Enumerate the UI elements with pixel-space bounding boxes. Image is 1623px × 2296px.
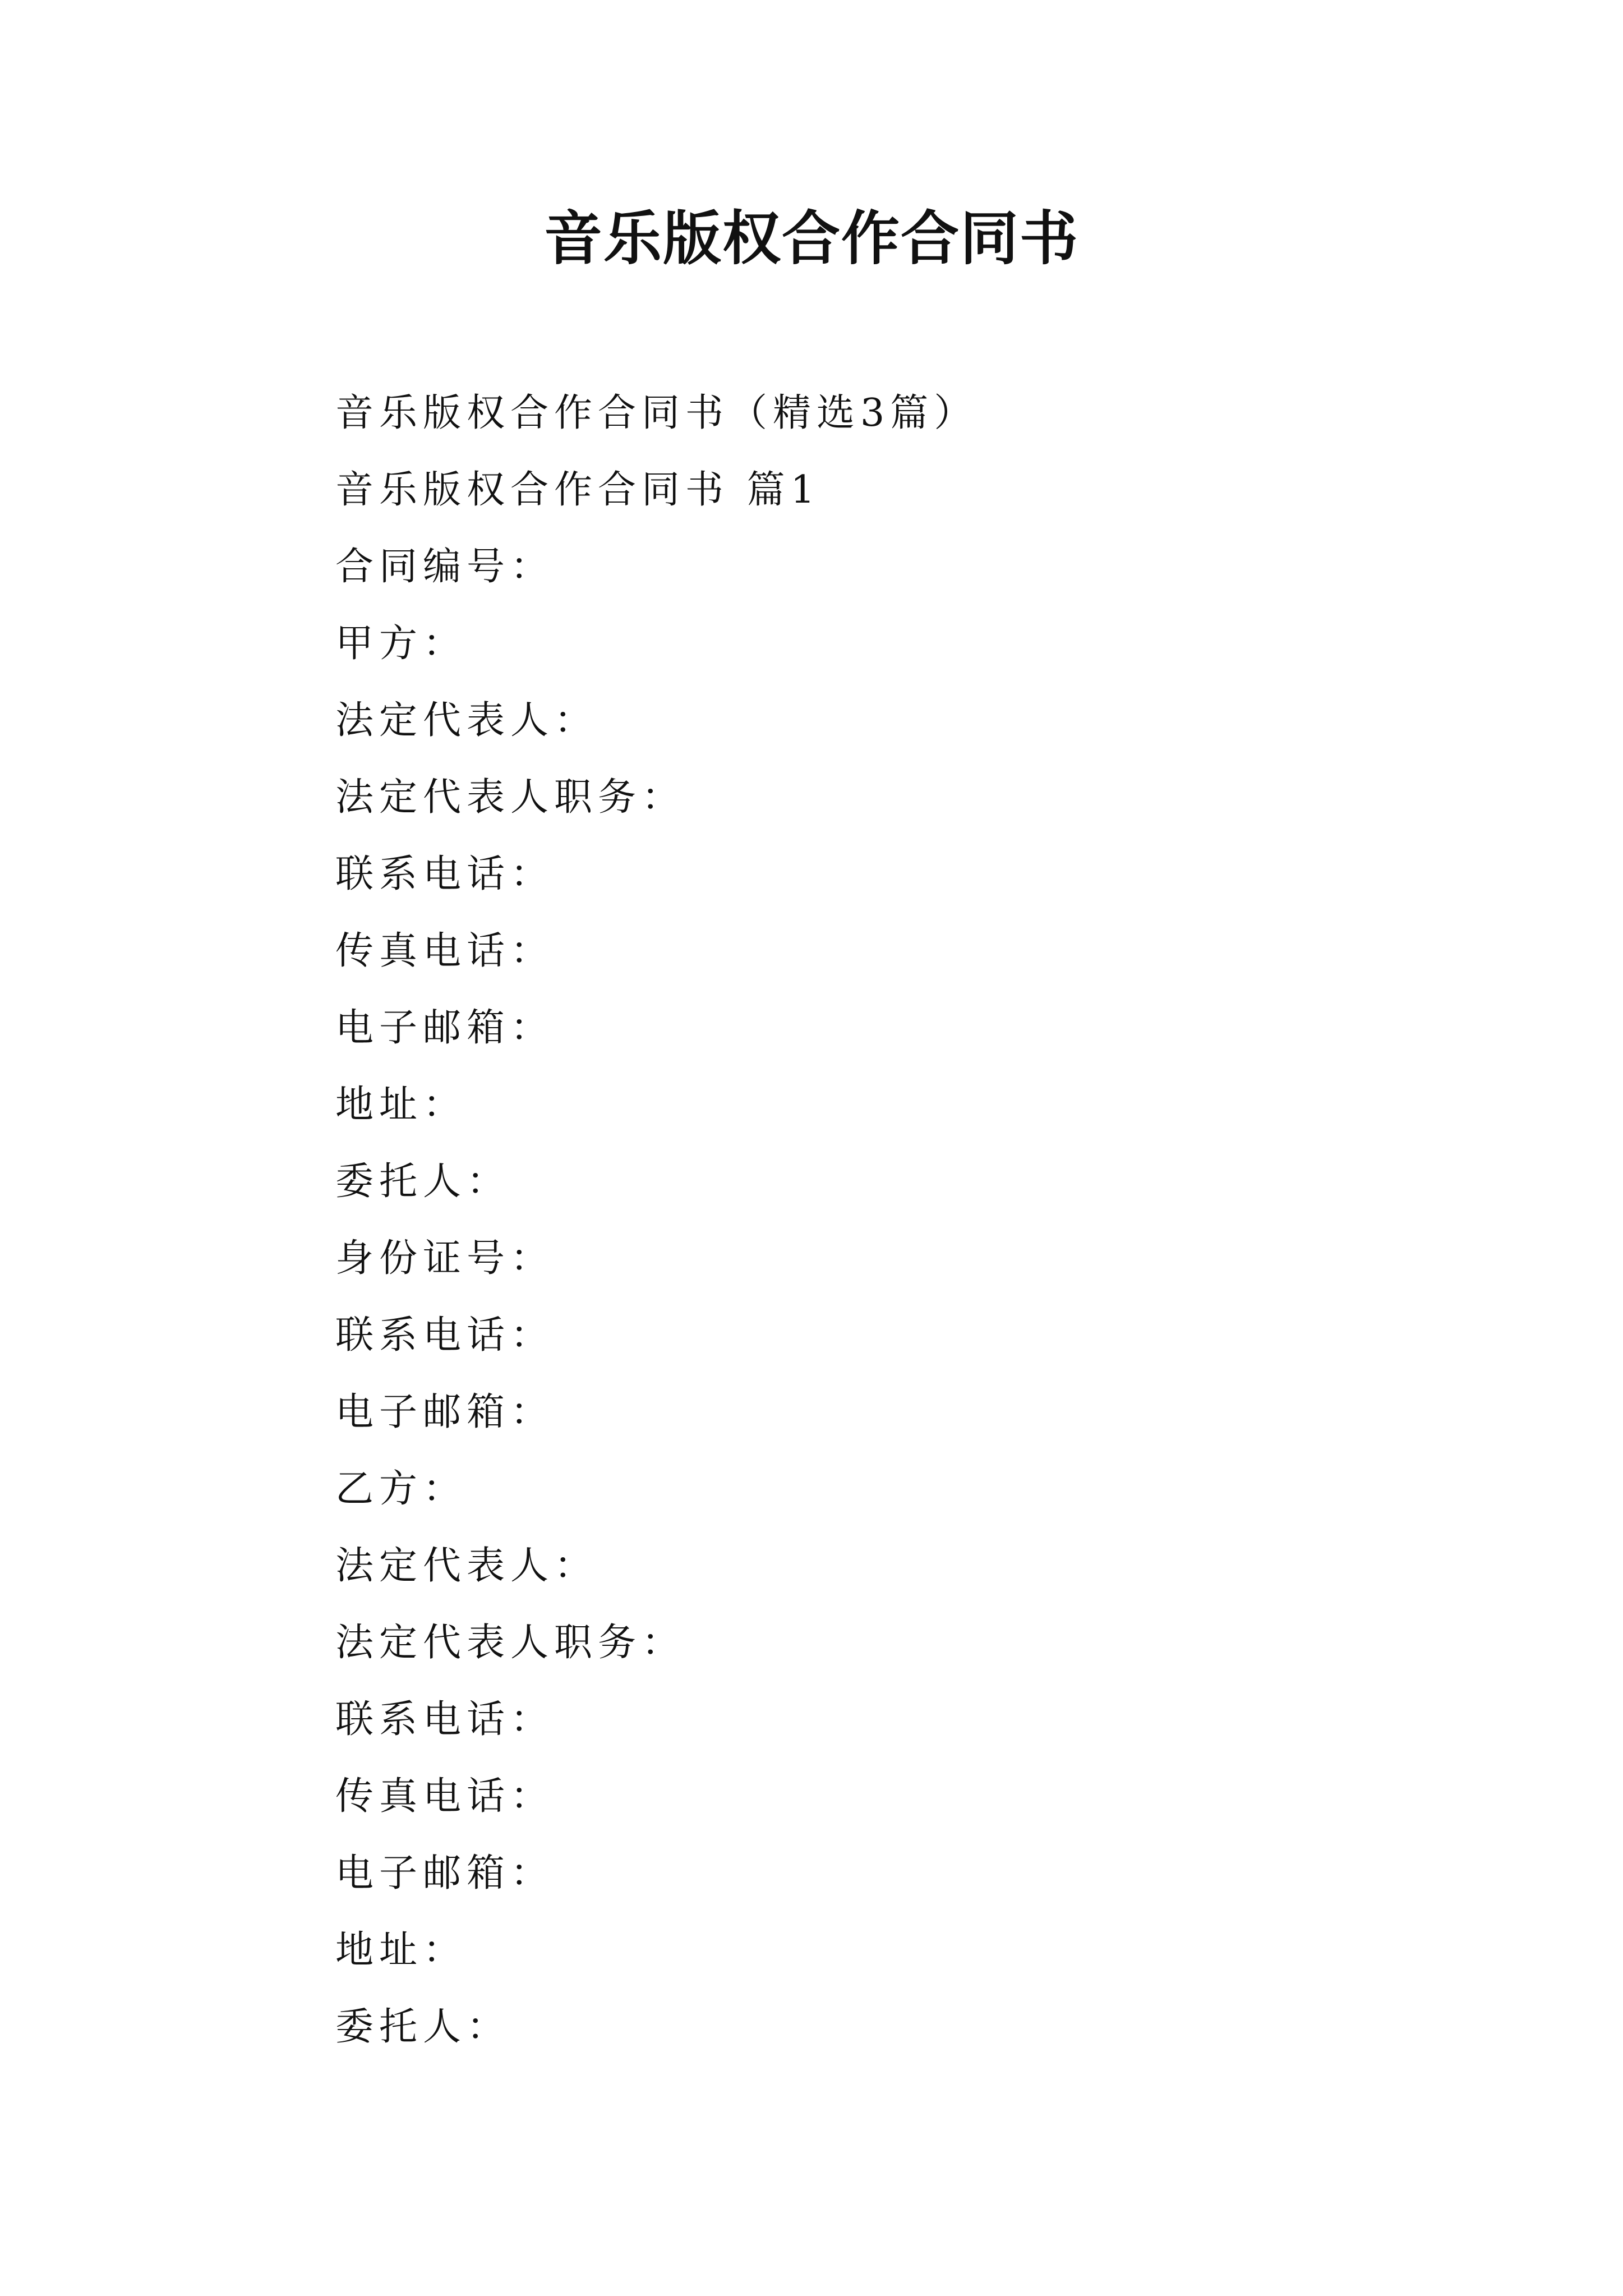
party-a-agent-id: 身份证号：	[335, 1236, 555, 1281]
party-a-legal-rep-title: 法定代表人职务：	[335, 775, 686, 820]
party-b-fax: 传真电话：	[335, 1774, 555, 1819]
party-a-agent-phone: 联系电话：	[335, 1313, 555, 1358]
party-a-email: 电子邮箱：	[335, 1006, 555, 1050]
section-heading: 音乐版权合作合同书 篇1	[335, 468, 820, 512]
party-a-agent: 委托人：	[335, 1159, 511, 1204]
party-a-agent-email: 电子邮箱：	[335, 1390, 555, 1434]
party-b-label: 乙方：	[335, 1467, 467, 1511]
party-a-fax: 传真电话：	[335, 929, 555, 973]
party-b-legal-rep-title: 法定代表人职务：	[335, 1621, 686, 1665]
party-b-phone: 联系电话：	[335, 1697, 555, 1742]
party-a-label: 甲方：	[335, 622, 467, 666]
contract-number-field: 合同编号：	[335, 545, 555, 589]
party-a-address: 地址：	[335, 1083, 467, 1127]
party-a-phone: 联系电话：	[335, 852, 555, 896]
document-body	[335, 375, 1457, 2065]
party-b-email: 电子邮箱：	[335, 1851, 555, 1895]
doc-subtitle: 音乐版权合作合同书（精选3篇）	[335, 391, 978, 435]
party-a-legal-rep: 法定代表人：	[335, 698, 598, 743]
party-b-agent: 委托人：	[335, 2005, 511, 2049]
document-title: 音乐版权合作合同书	[543, 204, 1079, 273]
party-b-legal-rep: 法定代表人：	[335, 1544, 598, 1588]
party-b-address: 地址：	[335, 1928, 467, 1972]
